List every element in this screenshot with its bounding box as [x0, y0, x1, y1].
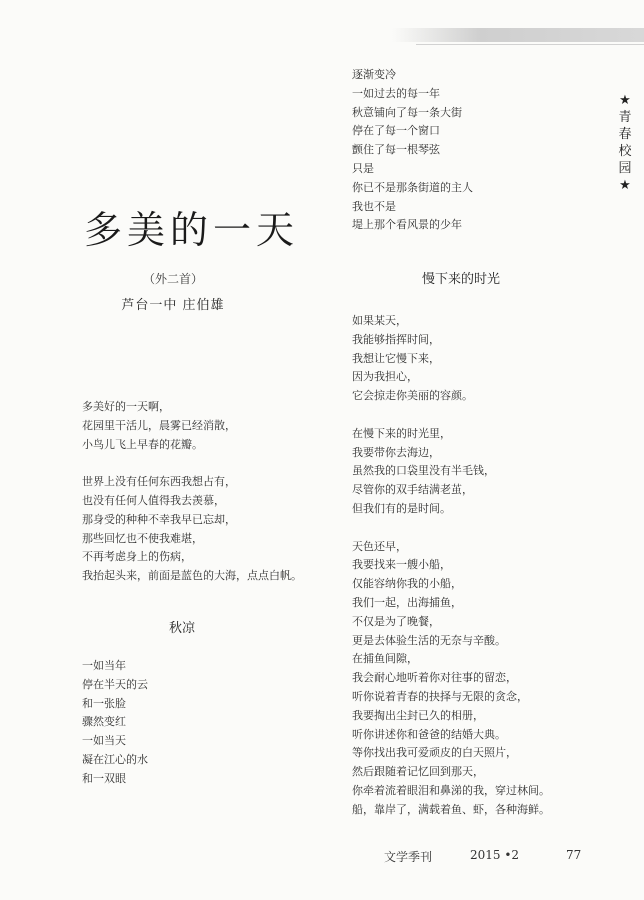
poem-line: 我要找来一艘小船，: [352, 558, 451, 572]
poem-line: 我会耐心地听着你对往事的留恋，: [352, 671, 517, 685]
poem-line: 我们一起，出海捕鱼，: [352, 595, 462, 609]
poem-line: 但我们有的是时间。: [352, 501, 451, 515]
poem-slow-body: [352, 312, 550, 820]
footer-page-number: 77: [566, 848, 582, 862]
poem-line: 多美好的一天啊，: [82, 400, 170, 413]
poem-line: 一如当天: [82, 734, 126, 748]
poem-line: 听你讲述你和爸爸的结婚大典。: [352, 727, 506, 741]
poem-line: 因为我担心，: [352, 370, 418, 384]
poem-line: 也没有任何人值得我去羡慕，: [82, 493, 225, 507]
poem-line: 停在了每一个窗口: [352, 124, 440, 138]
poem-line: 和一张脸: [82, 696, 126, 710]
poem-autumn-continued: [352, 66, 473, 235]
poem-line: 我要带你去海边，: [352, 445, 440, 459]
poem-line: 堤上那个看风景的少年: [352, 218, 462, 232]
poem-line: 我想让它慢下来，: [352, 351, 440, 365]
poem-autumn-title: 秋凉: [168, 621, 195, 636]
poem-line: 秋意铺向了每一条大街: [352, 105, 462, 119]
poem-line: 我抬起头来，前面是蓝色的大海，点点白帆。: [82, 569, 302, 583]
poem-line: 你已不是那条街道的主人: [352, 180, 473, 194]
poem-line: 凝在江心的水: [82, 752, 148, 766]
header-rule: [416, 44, 644, 45]
main-poem-subtitle: （外二首）: [142, 272, 203, 286]
poem-line: 小鸟儿飞上早春的花瓣。: [82, 437, 203, 451]
poem-line: 更是去体验生活的无奈与辛酸。: [352, 633, 506, 647]
poem-line: 如果某天，: [352, 314, 407, 327]
poem-line: 我要掏出尘封已久的相册，: [352, 708, 484, 722]
column-tag: ★青春校园★: [618, 93, 632, 193]
poem-line: 颤住了每一根琴弦: [352, 143, 440, 157]
poem-line: 船，靠岸了，满载着鱼、虾，各种海鲜。: [352, 802, 550, 816]
footer-journal-name: 文学季刊: [384, 850, 433, 864]
poem-slow-title: 慢下来的时光: [421, 272, 500, 287]
poem-line: 不再考虑身上的伤病，: [82, 550, 192, 564]
poem-line: 等你找出我可爱顽皮的白天照片，: [352, 746, 517, 760]
author-byline: 芦台一中 庄伯雄: [121, 298, 225, 313]
poem-line: 我也不是: [352, 199, 396, 213]
poem-line: 虽然我的口袋里没有半毛钱，: [352, 464, 495, 478]
poem-line: 那身受的种种不幸我早已忘却，: [82, 512, 236, 526]
poem-line: 骤然变红: [82, 715, 126, 729]
poem-line: 那些回忆也不使我难堪，: [82, 531, 203, 545]
main-poem-title: 多美的一天: [84, 208, 300, 252]
poem-line: 你牵着流着眼泪和鼻涕的我，穿过林间。: [352, 783, 550, 797]
poem-line: 尽管你的双手结满老茧，: [352, 483, 473, 497]
stanza-break: [352, 406, 550, 425]
poem-line: 在捕鱼间隙，: [352, 652, 418, 666]
poem-line: 只是: [352, 161, 374, 175]
poem-line: 我能够指挥时间，: [352, 332, 440, 346]
poem-line: 逐渐变冷: [352, 68, 396, 81]
poem-line: 它会掠走你美丽的容颜。: [352, 389, 473, 403]
poem-autumn-body: [82, 657, 148, 789]
header-decoration-band: [392, 28, 644, 42]
poem-line: 停在半天的云: [82, 677, 148, 691]
poem-line: 世界上没有任何东西我想占有，: [82, 475, 236, 489]
poem-line: 天色还早，: [352, 539, 407, 553]
poem-line: 一如过去的每一年: [352, 86, 440, 100]
poem-line: 听你说着青春的抉择与无限的贪念，: [352, 689, 528, 703]
poem-line: 仅能容纳你我的小船，: [352, 577, 462, 591]
poem-line: 然后跟随着记忆回到那天，: [352, 765, 484, 779]
stanza-break: [82, 454, 302, 473]
main-poem-body: [82, 398, 302, 586]
poem-line: 和一双眼: [82, 771, 126, 785]
poem-line: 一如当年: [82, 659, 126, 672]
poem-line: 在慢下来的时光里，: [352, 426, 451, 440]
stanza-break: [352, 519, 550, 538]
poem-line: 不仅是为了晚餐，: [352, 614, 440, 628]
footer-issue: 2015 •2: [470, 848, 520, 862]
poem-line: 花园里干活儿，晨雾已经消散，: [82, 418, 236, 432]
